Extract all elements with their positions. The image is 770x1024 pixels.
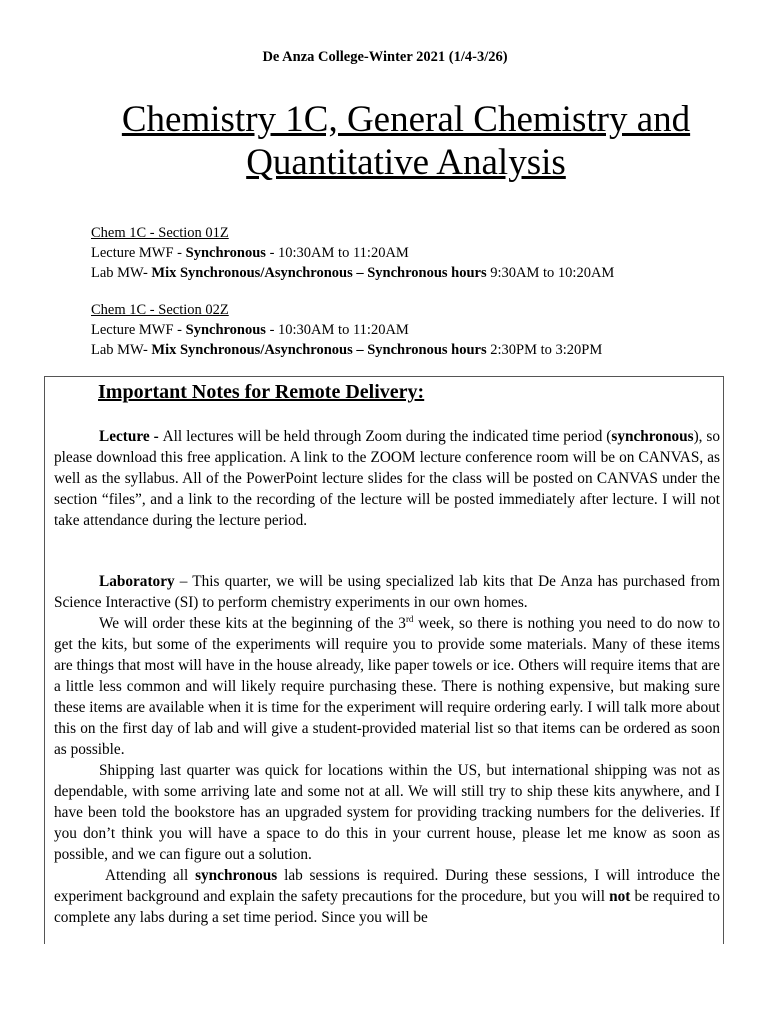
lab-time: 2:30PM to 3:20PM bbox=[486, 342, 603, 358]
lab-schedule bbox=[91, 263, 614, 283]
section-01z bbox=[91, 223, 614, 283]
lecture-time: - 10:30AM to 11:20AM bbox=[265, 322, 409, 338]
lab-text-4c: lab sessions is required. During these sessions, I will introduce the experiment background and explain the safety precautions for the procedure, but you will bbox=[54, 867, 720, 905]
lab-para-4 bbox=[54, 865, 720, 928]
lab-text-1: – This quarter, we will be using specialized lab kits that De Anza has purchased from Science Interactive (SI) to perform chemistry experiments in our own homes. bbox=[54, 573, 720, 611]
lecture-prefix: Lecture MWF - bbox=[91, 322, 186, 338]
remote-delivery-notes-box bbox=[44, 376, 724, 944]
lab-text-4a: Attending all bbox=[105, 867, 196, 884]
lab-time: 9:30AM to 10:20AM bbox=[486, 265, 615, 281]
lecture-label: Lecture - bbox=[99, 428, 163, 445]
lab-text-4d: be required to complete any labs during a set time period. Since you will be bbox=[54, 888, 720, 926]
page-title-line-2: Quantitative Analysis bbox=[246, 142, 566, 183]
header-line: De Anza College-Winter 2021 (1/4-3/26) bbox=[262, 49, 508, 65]
lab-para-1 bbox=[54, 571, 720, 613]
lecture-mode: Synchronous bbox=[185, 322, 266, 338]
lab-para-3 bbox=[54, 760, 720, 865]
section-heading: Chem 1C - Section 01Z bbox=[91, 225, 229, 241]
lab-schedule bbox=[91, 340, 602, 360]
section-heading: Chem 1C - Section 02Z bbox=[91, 302, 229, 318]
lab-mode: Mix Synchronous/Asynchronous – Synchronous hours bbox=[151, 265, 487, 281]
page-title-line-1: Chemistry 1C, General Chemistry and bbox=[121, 99, 691, 140]
lab-bold-synchronous: synchronous bbox=[195, 867, 278, 884]
lecture-paragraph bbox=[54, 426, 720, 531]
lecture-bold-synchronous: synchronous bbox=[611, 428, 694, 445]
lab-superscript: rd bbox=[405, 613, 414, 624]
section-02z bbox=[91, 300, 602, 360]
lecture-schedule bbox=[91, 320, 602, 340]
lab-text-3: Shipping last quarter was quick for locations within the US, but international shipping was not as dependable, with some arriving late and some not at all. We will still try to ship these kits anywhere, and I have been told the bookstore has an upgraded system for providing tracking numbers for the deliveries. If you don’t think you will have a space to do this in your current house, please let me know as soon as possible, and we can figure out a solution. bbox=[54, 762, 720, 863]
lecture-mode: Synchronous bbox=[185, 245, 266, 261]
laboratory-label: Laboratory bbox=[99, 573, 175, 590]
lab-para-2 bbox=[54, 613, 720, 760]
lab-bold-not: not bbox=[609, 888, 631, 905]
laboratory-paragraphs bbox=[54, 571, 720, 928]
notes-title: Important Notes for Remote Delivery: bbox=[98, 381, 425, 403]
lab-prefix: Lab MW- bbox=[91, 265, 152, 281]
lab-prefix: Lab MW- bbox=[91, 342, 152, 358]
lecture-text-1: All lectures will be held through Zoom during the indicated time period ( bbox=[162, 428, 612, 445]
lab-mode: Mix Synchronous/Asynchronous – Synchronous hours bbox=[151, 342, 487, 358]
lecture-text-2: ), so please download this free application. A link to the ZOOM lecture conference room will be on CANVAS, as well as the syllabus. All of the PowerPoint lecture slides for the class will be posted on CANVAS under the section “files”, and a link to the recording of the lecture will be posted immediately after lecture. I will not take attendance during the lecture period. bbox=[54, 428, 720, 529]
lab-text-2b: week, so there is nothing you need to do now to get the kits, but some of the experiments will require you to provide some materials. Many of these items are things that most will have in the house already, like paper towels or ice. Others will require items that are a little less common and will likely require purchasing these. There is nothing expensive, but making sure these items are available when it is time for the experiment will require ordering early. I will talk more about this on the first day of lab and will give a student-provided material list so that items can be ordered as soon as possible. bbox=[54, 615, 720, 758]
lecture-prefix: Lecture MWF - bbox=[91, 245, 186, 261]
lab-text-2a: We will order these kits at the beginning of the 3 bbox=[99, 615, 406, 632]
lecture-schedule bbox=[91, 243, 614, 263]
lecture-time: - 10:30AM to 11:20AM bbox=[265, 245, 409, 261]
page-title bbox=[0, 98, 770, 184]
